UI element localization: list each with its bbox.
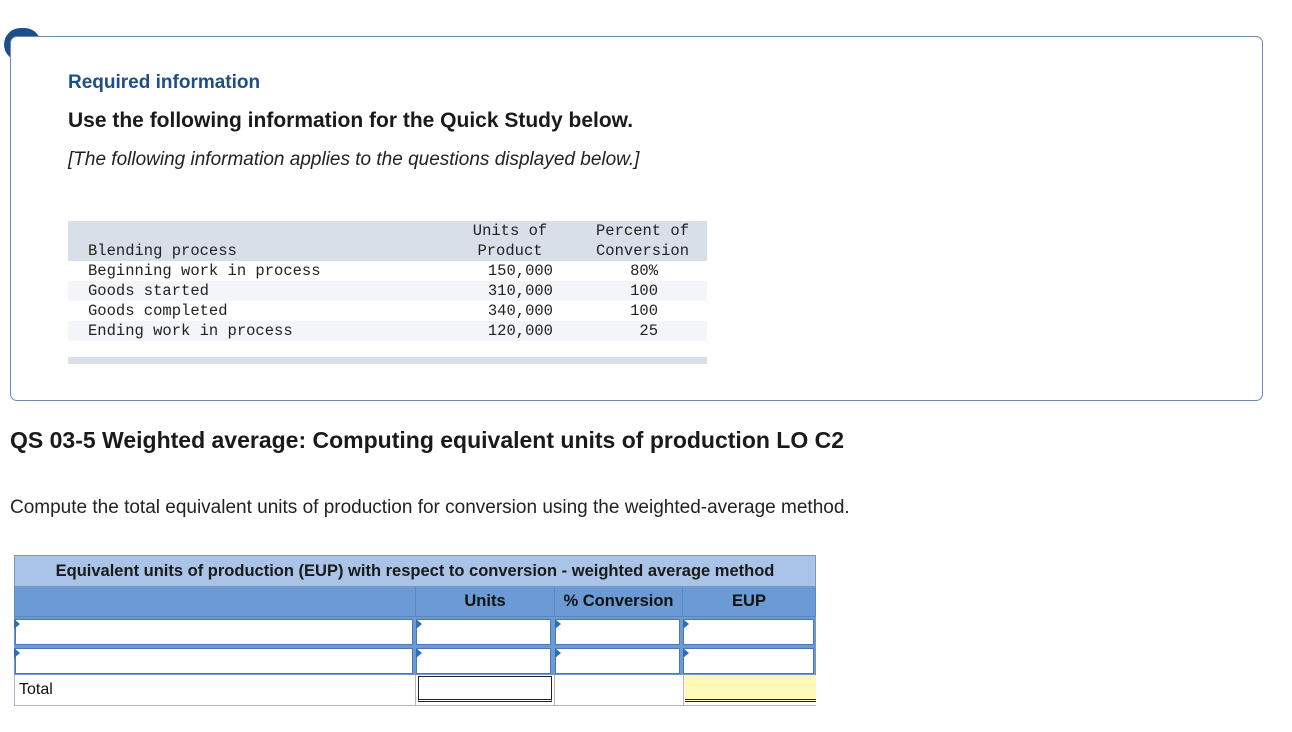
- conversion-column-header: % Conversion: [554, 587, 682, 616]
- table-header-row-2: [68, 241, 707, 261]
- row-label: Ending work in process: [88, 322, 293, 340]
- dropdown-marker-icon: [416, 619, 422, 629]
- table-header-row-1: [68, 221, 707, 241]
- eup-input-row: [14, 617, 816, 646]
- process-label: Blending process: [88, 242, 237, 260]
- row-units: 150,000: [487, 262, 553, 280]
- dropdown-marker-icon: [683, 619, 689, 629]
- percent-header: Percent of: [595, 222, 689, 240]
- eup-column-header: EUP: [682, 587, 815, 616]
- description-input[interactable]: [15, 648, 413, 674]
- dropdown-marker-icon: [683, 648, 689, 658]
- total-eup-cell: [683, 675, 816, 705]
- required-information-title: Required information: [68, 72, 261, 93]
- eup-header-row: [14, 587, 816, 617]
- row-percent: 80%: [630, 262, 658, 280]
- units-column-header: Units: [415, 587, 554, 616]
- row-label: Goods completed: [88, 302, 228, 320]
- dropdown-marker-icon: [14, 648, 20, 658]
- row-units: 310,000: [487, 282, 553, 300]
- table-row: [68, 281, 707, 301]
- total-conversion-cell: [555, 675, 683, 705]
- blending-process-table: [68, 221, 707, 364]
- units-header: Units of: [472, 222, 548, 240]
- eup-input[interactable]: [683, 648, 814, 674]
- table-spacer: [68, 341, 707, 357]
- use-following-heading: Use the following information for the Quick Study below.: [68, 109, 634, 132]
- eup-input[interactable]: [683, 619, 814, 645]
- dropdown-marker-icon: [416, 648, 422, 658]
- table-row: [68, 301, 707, 321]
- description-input[interactable]: [15, 619, 413, 645]
- dropdown-marker-icon: [14, 619, 20, 629]
- row-label: Goods started: [88, 282, 209, 300]
- eup-total-row: [14, 675, 816, 706]
- question-instructions: Compute the total equivalent units of production for conversion using the weighted-average method.: [10, 497, 850, 518]
- question-title: QS 03-5 Weighted average: Computing equivalent units of production LO C2: [10, 427, 845, 453]
- row-units: 340,000: [487, 302, 553, 320]
- total-eup-input[interactable]: [685, 675, 816, 702]
- units-input[interactable]: [416, 619, 551, 645]
- row-label: Beginning work in process: [88, 262, 321, 280]
- applies-note: [The following information applies to the questions displayed below.]: [68, 149, 640, 170]
- total-units-input[interactable]: [418, 676, 552, 702]
- table-bottom-bar: [68, 357, 707, 364]
- table-row: [68, 261, 707, 281]
- row-percent: 100: [630, 302, 658, 320]
- percent-header-line2: Conversion: [595, 242, 689, 260]
- units-input[interactable]: [416, 648, 551, 674]
- units-header-line2: Product: [477, 242, 543, 260]
- conversion-input[interactable]: [555, 648, 680, 674]
- eup-worksheet: [14, 555, 816, 706]
- dropdown-marker-icon: [555, 648, 561, 658]
- conversion-input[interactable]: [555, 619, 680, 645]
- row-percent: 100: [630, 282, 658, 300]
- required-information-panel: [10, 36, 1263, 401]
- total-label: Total: [19, 681, 53, 698]
- row-percent: 25: [639, 322, 658, 340]
- table-row: [68, 321, 707, 341]
- eup-input-row: [14, 646, 816, 675]
- total-units-cell: [415, 675, 555, 705]
- row-units: 120,000: [487, 322, 553, 340]
- eup-caption: Equivalent units of production (EUP) with respect to conversion - weighted average method: [14, 555, 816, 587]
- dropdown-marker-icon: [555, 619, 561, 629]
